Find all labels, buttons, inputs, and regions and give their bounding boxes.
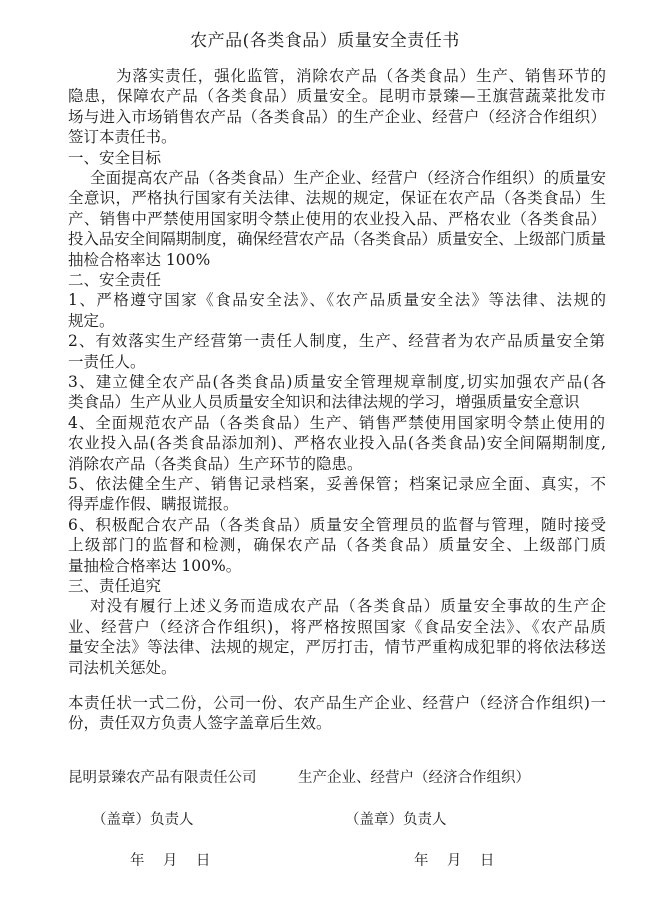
section-1-body-line: 抽检合格率达 100% — [68, 250, 211, 269]
closing-line: 份，责任双方负责人签字盖章后生效。 — [68, 714, 332, 733]
item-5-line: 5、依法健全生产、销售记录档案，妥善保管；档案记录应全面、真实，不 — [68, 475, 607, 493]
signature-right-date: 年 月 日 — [414, 853, 495, 869]
section-1-heading-line: 一、安全目标 — [68, 148, 162, 167]
item-6-line: 6、积极配合农产品（各类食品）质量安全管理员的监督与管理，随时接受 — [68, 515, 607, 534]
section-1-body-line: 全面提高农产品（各类食品）生产企业、经营户（经济合作组织）的质量安 — [90, 169, 607, 187]
signature-left-party: 昆明景臻农产品有限责任公司 — [68, 770, 257, 786]
section-3-body-line: 司法机关惩处。 — [68, 658, 177, 677]
closing-line: 本责任状一式二份，公司一份、农产品生产企业、经营户（经济合作组织)一 — [68, 694, 607, 712]
signature-right-party: 生产企业、经营户（经济合作组织） — [298, 770, 530, 786]
item-6-line: 量抽检合格率达 100%。 — [68, 556, 242, 575]
intro-line: 签订本责任书。 — [68, 128, 177, 147]
intro-line: 隐患，保障农产品（各类食品）质量安全。昆明市景臻—王旗营蔬菜批发市 — [68, 87, 607, 106]
section-3-body-line: 对没有履行上述义务而造成农产品（各类食品）质量安全事故的生产企 — [90, 597, 608, 616]
item-2-line: 2、有效落实生产经营第一责任人制度，生产、经营者为农产品质量安全第 — [68, 332, 606, 351]
signature-right-seal: （盖章）负责人 — [345, 812, 447, 828]
section-2-heading-line: 二、安全责任 — [68, 271, 162, 289]
section-3-body-line: 量安全法》等法律、法规的规定，严厉打击，情节严重构成犯罪的将依法移送 — [68, 638, 607, 657]
signature-left-date: 年 月 日 — [130, 853, 211, 869]
signature-left-seal: （盖章）负责人 — [92, 812, 194, 828]
section-3-body-line: 业、经营户（经济合作组织)，将严格按照国家《食品安全法》、《农产品质 — [68, 617, 608, 636]
document-title: 农产品(各类食品）质量安全责任书 — [190, 31, 460, 51]
section-3-heading-line: 三、责任追究 — [68, 577, 162, 595]
item-4-line: 4、全面规范农产品（各类食品）生产、销售严禁使用国家明令禁止使用的 — [68, 413, 606, 432]
section-1-body-line: 投入品安全间隔期制度，确保经营农产品（各类食品）质量安全、上级部门质量 — [68, 230, 606, 249]
item-5-line: 得弄虚作假、瞒报谎报。 — [68, 495, 239, 514]
item-6-line: 上级部门的监督和检测，确保农产品（各类食品）质量安全、上级部门质 — [68, 536, 608, 555]
item-1-line: 规定。 — [68, 311, 115, 330]
section-1-body-line: 全意识，严格执行国家有关法律、法规的规定，保证在农产品（各类食品）生 — [68, 189, 607, 208]
item-1-line: 1、严格遵守国家《食品安全法》、《农产品质量安全法》等法律、法规的 — [68, 291, 608, 310]
item-4-line: 农业投入品(各类食品添加剂)、严格农业投入品(各类食品)安全间隔期制度, — [68, 434, 607, 453]
item-3-line: 3、建立健全农产品(各类食品)质量安全管理规章制度,切实加强农产品(各 — [68, 373, 608, 391]
item-3-line: 类食品）生产从业人员质量安全知识和法律法规的学习，增强质量安全意识 — [68, 393, 580, 412]
intro-line: 为落实责任，强化监管，消除农产品（各类食品）生产、销售环节的 — [116, 67, 607, 85]
item-4-line: 消除农产品（各类食品）生产环节的隐患。 — [68, 454, 363, 473]
section-1-body-line: 产、销售中严禁使用国家明令禁止使用的农业投入品、严格农业（各类食品） — [68, 209, 607, 228]
intro-line: 场与进入市场销售农产品（各类食品）的生产企业、经营户（经济合作组织） — [68, 107, 607, 126]
item-2-line: 一责任人。 — [68, 352, 146, 371]
